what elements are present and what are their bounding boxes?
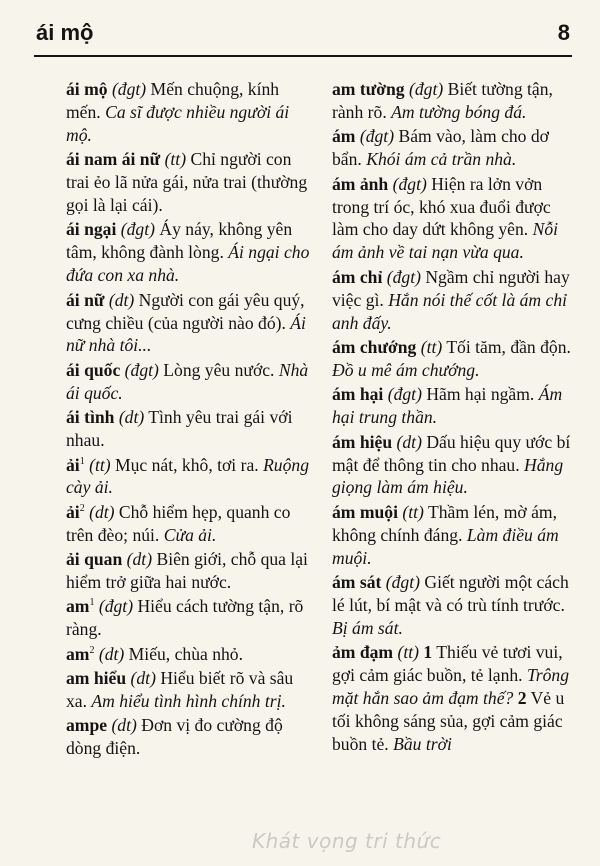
entry-definition: Biết tường tận, rành rõ. bbox=[332, 79, 553, 122]
entry-pos: (dt) bbox=[89, 501, 115, 522]
entry bbox=[66, 667, 314, 713]
entry-definition: Vẻ u tối không sáng sủa, gợi cảm giác buồn tẻ. bbox=[332, 688, 565, 754]
entry-definition: Áy náy, không yên tâm, không đành lòng. bbox=[66, 219, 293, 263]
entry-pos: (tt) bbox=[402, 501, 424, 522]
entry-pos: (đgt) bbox=[98, 596, 134, 617]
entry-example: Am hiểu tình hình chính trị. bbox=[91, 691, 286, 712]
sense-number: 2 bbox=[513, 688, 527, 709]
entry-example: Khói ám cả trần nhà. bbox=[366, 149, 517, 170]
entry-example: Ca sĩ được nhiều người ái mộ. bbox=[66, 101, 290, 145]
entry bbox=[332, 78, 580, 124]
entry-definition: Biên giới, chỗ qua lại hiểm trở giữa hai nước. bbox=[66, 549, 308, 593]
entry-definition: Mến chuộng, kính mến. bbox=[66, 79, 280, 122]
entry bbox=[66, 501, 314, 547]
entry bbox=[66, 148, 314, 217]
entry bbox=[332, 501, 580, 570]
entry-definition: Hiểu biết rõ và sâu xa. bbox=[66, 668, 294, 712]
entry-definition: Miếu, chùa nhỏ. bbox=[124, 643, 243, 664]
entry-pos: (đgt) bbox=[385, 572, 420, 593]
homonym-number: 2 bbox=[89, 644, 95, 656]
entry bbox=[66, 406, 314, 452]
entry-example: Ái nữ nhà tôi... bbox=[66, 312, 306, 356]
entry bbox=[66, 289, 314, 358]
entry-definition: Mục nát, khô, tơi ra. bbox=[110, 454, 264, 475]
entry-definition: Đơn vị đo cường độ dòng điện. bbox=[66, 715, 283, 759]
entry bbox=[66, 454, 314, 500]
entry bbox=[332, 383, 580, 429]
entry bbox=[332, 641, 580, 756]
entry-pos: (đgt) bbox=[392, 173, 427, 194]
entry-definition: Người con gái yêu quý, cưng chiều (của người nào đó). bbox=[66, 289, 305, 333]
entry-example: Ám hại trung thần. bbox=[332, 384, 563, 428]
entry-example: Hắn nói thế cốt là ám chỉ anh đấy. bbox=[332, 289, 568, 333]
entry-pos: (tt) bbox=[89, 454, 111, 475]
entry-definition: Hiện ra lởn vởn trong trí óc, khó xua đuổi được làm cho day dứt không yên. bbox=[332, 173, 551, 240]
entry-example: Ruộng cày ải. bbox=[66, 454, 309, 498]
entry-headword: ampe bbox=[66, 715, 108, 736]
entry-headword: ám hiệu bbox=[332, 431, 393, 452]
entry-headword: ám bbox=[332, 126, 356, 147]
right-column bbox=[332, 78, 580, 757]
entry bbox=[66, 595, 314, 641]
entry-example: Am tường bóng đá. bbox=[391, 101, 527, 122]
entry bbox=[332, 571, 580, 640]
page-number: 8 bbox=[557, 20, 570, 45]
entry-headword: ái nam ái nữ bbox=[66, 149, 161, 170]
entry bbox=[332, 173, 580, 265]
entry-definition: Dấu hiệu quy ước bí mật để thông tin cho nhau. bbox=[332, 431, 571, 475]
entry-headword: ám ảnh bbox=[332, 173, 389, 194]
entry-pos: (đgt) bbox=[409, 79, 444, 99]
entry-headword: ám hại bbox=[332, 384, 384, 405]
entry-pos: (tt) bbox=[164, 149, 187, 170]
page-header bbox=[36, 18, 570, 52]
entry-headword: ảm đạm bbox=[332, 642, 394, 663]
left-column bbox=[66, 78, 314, 762]
entry bbox=[66, 78, 314, 147]
entry-pos: (dt) bbox=[108, 289, 135, 310]
entry-pos: (tt) bbox=[397, 642, 419, 663]
entry-headword: ám chướng bbox=[332, 336, 417, 357]
entry-pos: (đgt) bbox=[359, 126, 395, 147]
entry-definition: Thầm lén, mờ ám, không chính đáng. bbox=[332, 501, 557, 545]
entry-pos: (đgt) bbox=[111, 79, 147, 99]
entry-headword: ải bbox=[66, 454, 80, 475]
entry-definition: Chỗ hiểm hẹp, quanh co trên đèo; núi. bbox=[66, 501, 291, 545]
entry bbox=[332, 431, 580, 500]
entry bbox=[66, 714, 314, 760]
entry bbox=[332, 336, 580, 382]
entry-example: Ái ngại cho đứa con xa nhà. bbox=[66, 242, 310, 286]
entry bbox=[66, 643, 314, 666]
entry-headword: am bbox=[66, 596, 90, 617]
entry-pos: (đgt) bbox=[124, 359, 159, 380]
entry-example: Làm điều ám muội. bbox=[332, 524, 559, 568]
homonym-number: 2 bbox=[79, 502, 85, 514]
entry-pos: (đgt) bbox=[120, 219, 155, 240]
entry-headword: am hiểu bbox=[66, 668, 127, 689]
entry-headword: am bbox=[66, 643, 90, 664]
entry-definition: Tối tăm, đần độn. bbox=[442, 336, 571, 357]
running-headword: ái mộ bbox=[36, 20, 94, 45]
entry-example: Nhà ái quốc. bbox=[66, 359, 309, 403]
entry-pos: (dt) bbox=[118, 407, 145, 428]
entry-headword: ám muội bbox=[332, 501, 398, 522]
entry-pos: (dt) bbox=[396, 431, 422, 452]
homonym-number: 1 bbox=[79, 455, 85, 467]
entry-pos: (đgt) bbox=[387, 384, 422, 405]
entry-pos: (dt) bbox=[126, 549, 153, 570]
entry-definition: Ngầm chỉ người hay việc gì. bbox=[332, 266, 570, 310]
entry-example: Đồ u mê ám chướng. bbox=[332, 359, 480, 380]
entry-headword: ái ngại bbox=[66, 219, 117, 240]
entry-example: Hắng giọng làm ám hiệu. bbox=[332, 454, 564, 498]
entry-definition: Chỉ người con trai ẻo lã nửa gái, nửa trai (thường gọi là lại cái). bbox=[66, 149, 308, 216]
entry-headword: ái tình bbox=[66, 407, 115, 428]
entry-headword: ám sát bbox=[332, 572, 382, 593]
entry-definition: Thiếu vẻ tươi vui, gợi cảm giác buồn, tẻ lạnh. bbox=[332, 642, 563, 686]
homonym-number: 1 bbox=[89, 597, 95, 609]
entry-definition: Hãm hại ngầm. bbox=[421, 384, 539, 405]
entry bbox=[66, 218, 314, 287]
entry-definition: Hiểu cách tường tận, rõ ràng. bbox=[66, 596, 304, 640]
header-rule bbox=[34, 55, 572, 57]
entry-headword: am tường bbox=[332, 79, 405, 99]
entry-headword: ải bbox=[66, 501, 80, 522]
entry bbox=[332, 266, 580, 335]
entry-headword: ái nữ bbox=[66, 289, 105, 310]
entry-headword: ải quan bbox=[66, 549, 123, 570]
entry-pos: (đgt) bbox=[386, 266, 421, 287]
entry-example: Bầu trời bbox=[393, 733, 452, 754]
entry-definition: Giết người một cách lé lút, bí mật và có trù tính trước. bbox=[332, 572, 569, 615]
entry-headword: ái mộ bbox=[66, 79, 108, 99]
entry-definition: Tình yêu trai gái với nhau. bbox=[66, 407, 293, 451]
entry-definition: Lòng yêu nước. bbox=[158, 359, 279, 380]
entry-pos: (tt) bbox=[420, 336, 443, 357]
entry-pos: (dt) bbox=[111, 715, 137, 736]
entry-headword: ái quốc bbox=[66, 359, 121, 380]
entry bbox=[66, 548, 314, 594]
entry-pos: (dt) bbox=[130, 668, 156, 689]
entry bbox=[332, 125, 580, 171]
entry-example: Trông mặt hắn sao ảm đạm thế? bbox=[332, 665, 570, 709]
entry-definition: Bám vào, làm cho dơ bẩn. bbox=[332, 126, 549, 170]
entry-pos: (dt) bbox=[98, 643, 125, 664]
entry-example: Nỗi ám ảnh về tai nạn vừa qua. bbox=[332, 219, 559, 263]
watermark-text: Khát vọng tri thức bbox=[252, 829, 442, 853]
sense-number: 1 bbox=[419, 642, 433, 663]
entry-example: Bị ám sát. bbox=[332, 617, 403, 638]
entry bbox=[66, 359, 314, 405]
entry-headword: ám chỉ bbox=[332, 266, 383, 287]
entry-example: Cửa ải. bbox=[163, 524, 217, 545]
